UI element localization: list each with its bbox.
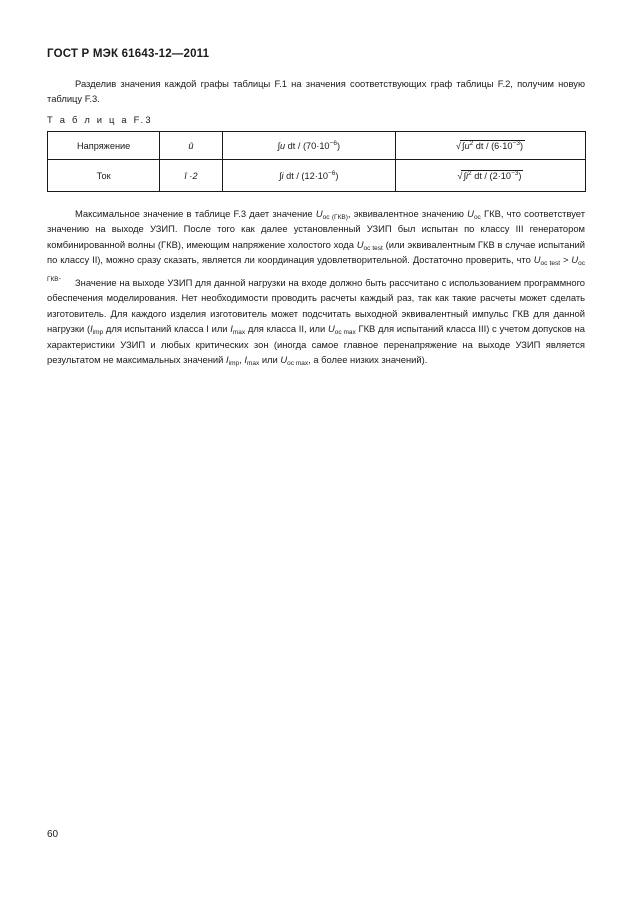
document-header: ГОСТ Р МЭК 61643-12—2011 <box>47 48 210 60</box>
sqrt-radicand: $\int u^2$ dt / $(6\cdot 10^{-3})$ <box>461 140 524 151</box>
row-label: Напряжение <box>48 132 160 160</box>
table-row <box>48 160 586 192</box>
data-table-f3 <box>47 131 586 192</box>
peak-cell: î ·2 <box>160 160 222 192</box>
paragraph-output-value: Значение на выходе УЗИП для данной нагрузки на входе должно быть рассчитано с использованием программного обеспечения моделирования. Нет необходимости проводить расчеты каждый раз, так как такие расчеты может сделать изготовитель. Для каждого изделия изготовитель может подсчитать выходной эквивалентный импульс ГКВ для данной нагрузки ($I_{imp}$ для испытаний класса I или $I_{max}$ для класса II, или $U_{oc max}$ ГКВ для испытаний класса III) с учетом допусков на характеристики УЗИП и любых критических зон (иногда самое главное перенапряжение на выходе УЗИП является результатом не максимальных значений $I_{imp}$, $I_{max}$ или $U_{oc max}$, а более низких значений). <box>47 277 586 368</box>
integral-cell: ∫i dt / $(12\cdot 10^{-6})$ <box>222 160 395 192</box>
table-caption: Т а б л и ц а F.3 <box>47 114 153 125</box>
page-number: 60 <box>47 829 59 840</box>
integral-cell: ∫u dt / $(70\cdot 10^{-6})$ <box>222 132 395 160</box>
rms-cell: $√\int u^2$ dt / $(6\cdot 10^{-3})$ <box>395 132 585 160</box>
intro-paragraph: Разделив значения каждой графы таблицы F.1 на значения соответствующих граф таблицы F.2, получим новую таблицу F.3. <box>47 78 585 105</box>
rms-cell: $√\int i^2$ dt / $(2\cdot 10^{-3})$ <box>395 160 585 192</box>
paragraph-max-value: Максимальное значение в таблице F.3 дает значение $U_{oc (ГКВ)}$, эквивалентное значению $U_{oc}$ ГКВ, что соответствует значению на выходе УЗИП. После того как далее установленный УЗИП был испытан по классу III генератором комбинированной волны (ГКВ), имеющим напряжение холостого хода $U_{oc test}$ (или эквивалентным ГКВ в случае испытаний по классу II), можно сразу сказать, является ли координация удовлетворительной. Достаточно проверить, что $U_{oc test} > U_{oc ГКВ}$. <box>47 208 586 283</box>
sqrt-radicand: $\int i^2$ dt / $(2\cdot 10^{-3})$ <box>463 170 522 181</box>
table-row <box>48 132 586 160</box>
peak-cell: û <box>160 132 222 160</box>
row-label: Ток <box>48 160 160 192</box>
